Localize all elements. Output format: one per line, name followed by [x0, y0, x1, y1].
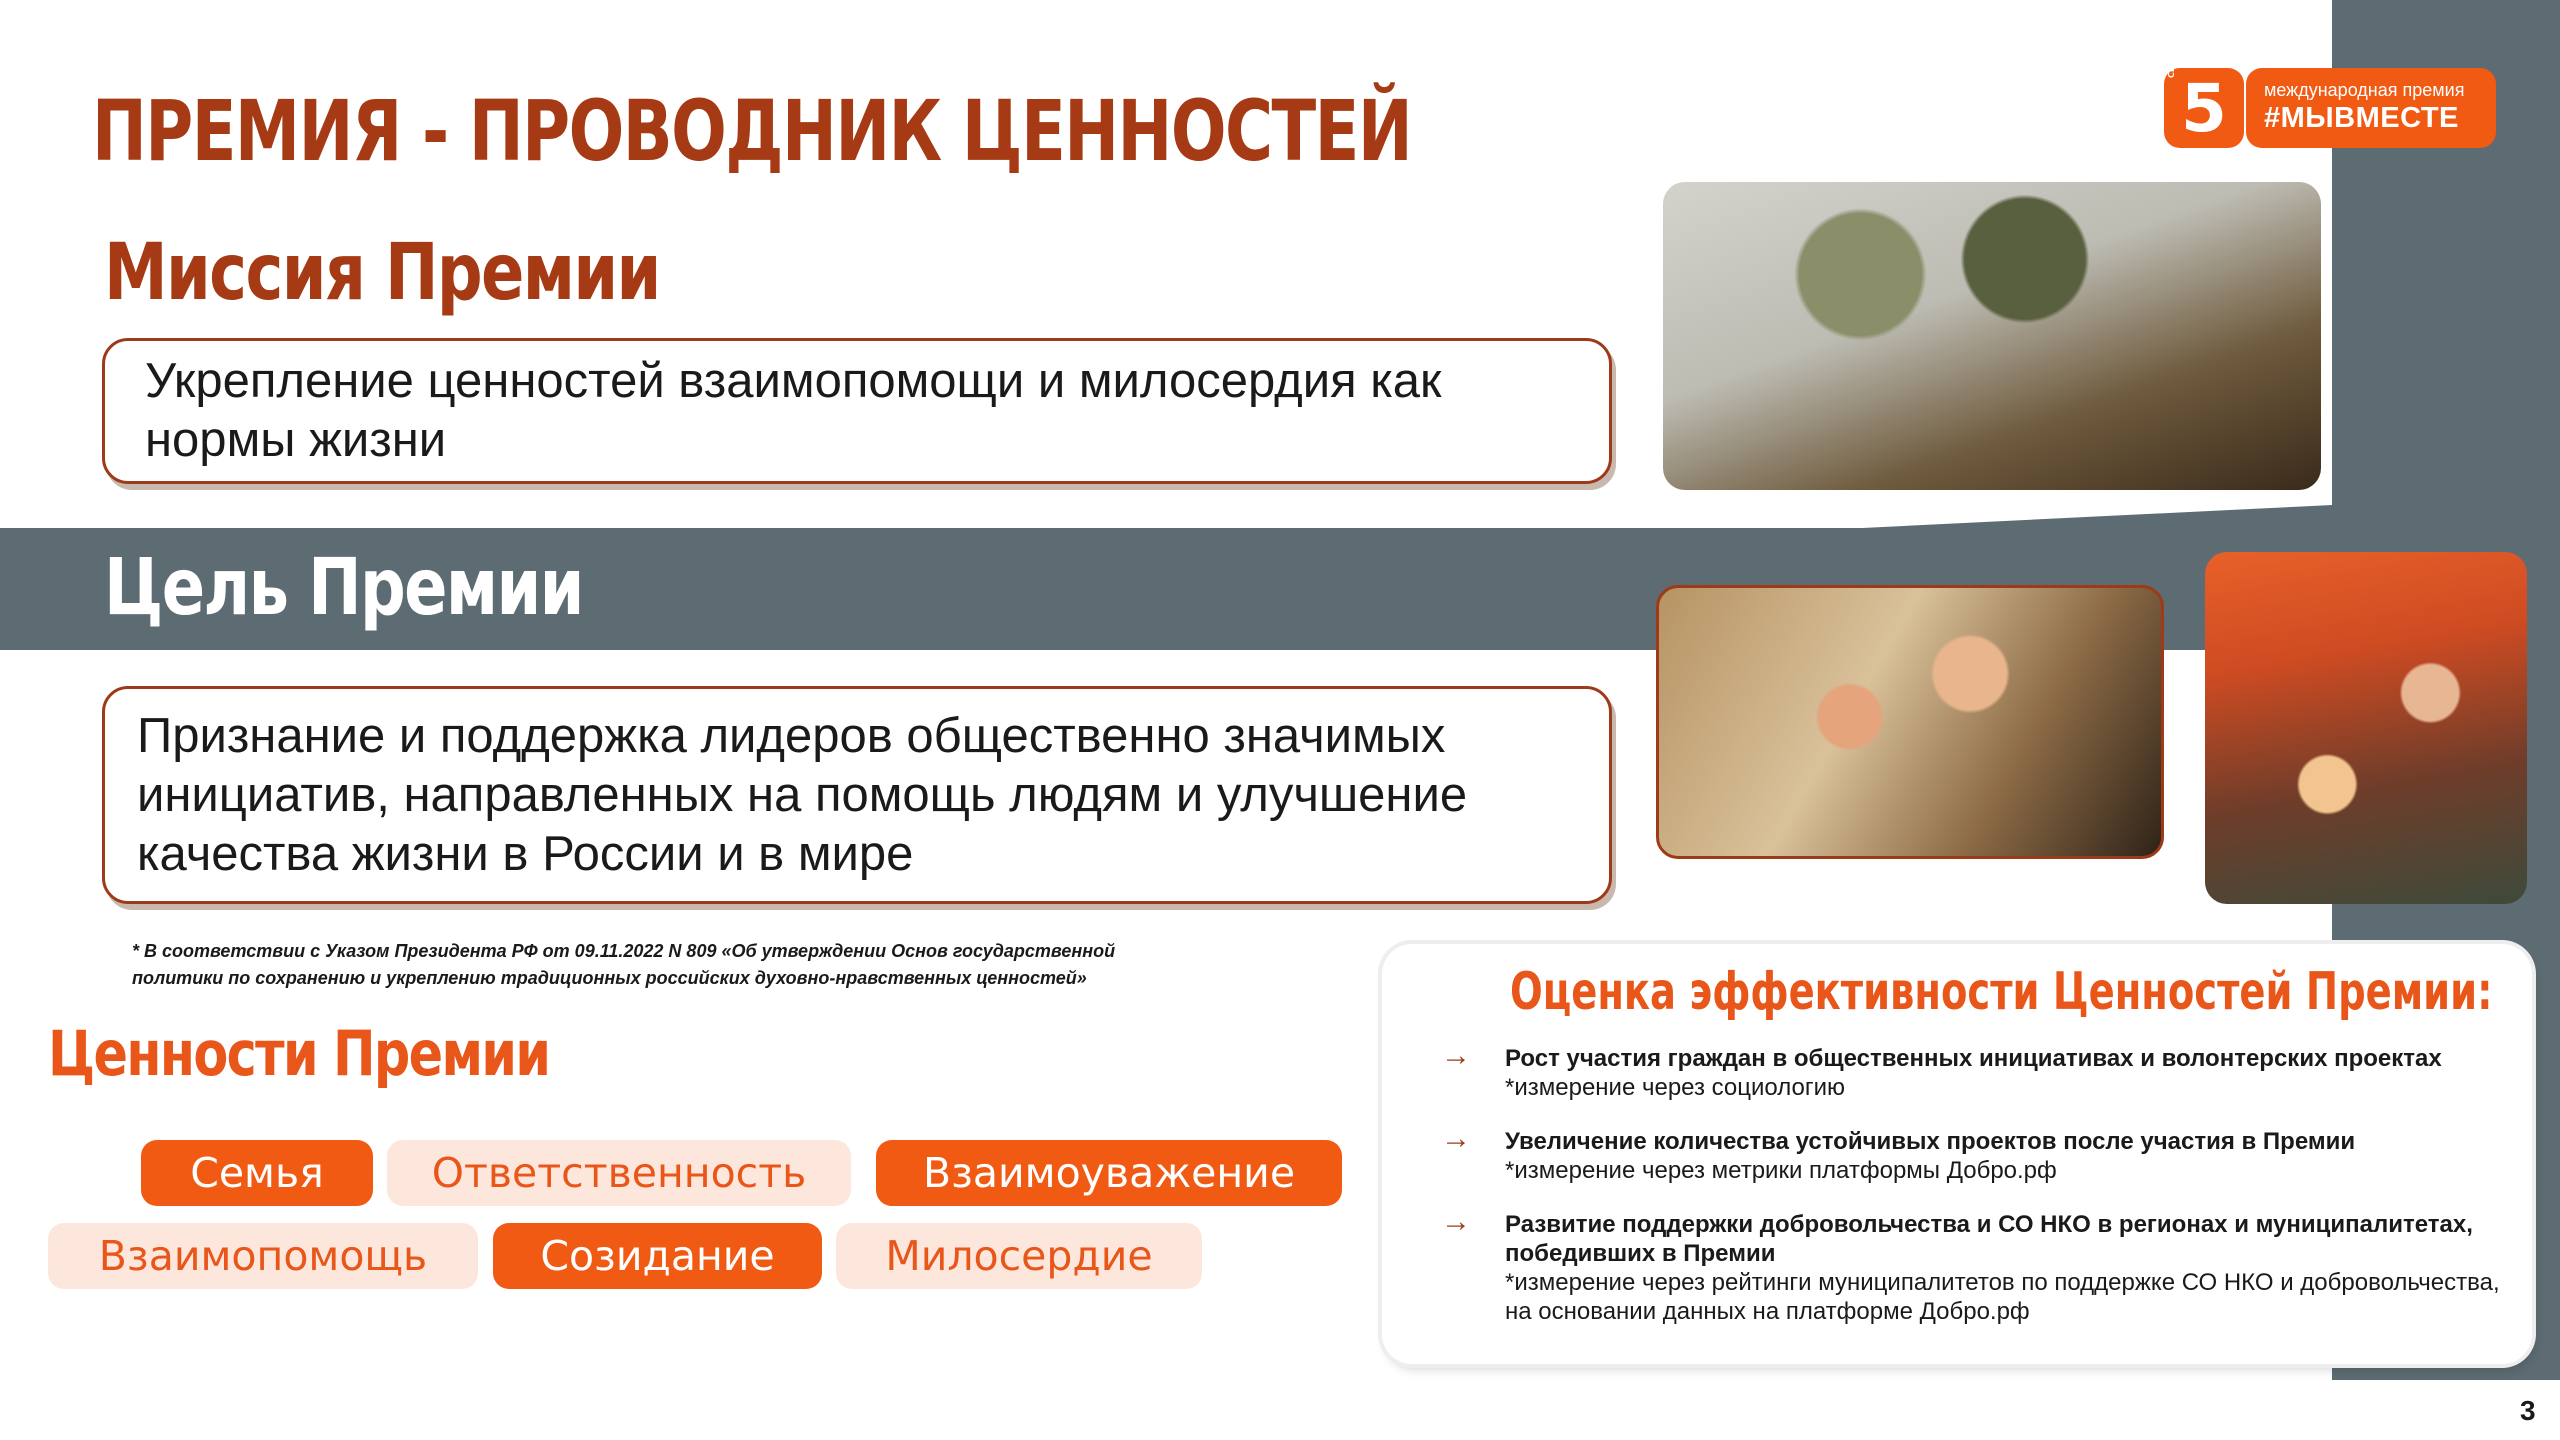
mission-box: [102, 338, 1612, 484]
logo: [2164, 47, 2496, 148]
values-title: Ценности Премии: [48, 1017, 550, 1090]
arrow-right-icon: →: [1441, 1205, 1471, 1238]
photo-mother-child: [2205, 552, 2527, 904]
arrow-right-icon: →: [1441, 1122, 1471, 1155]
value-pill-mutual-respect: Взаимоуважение: [876, 1140, 1342, 1206]
goal-text: Признание и поддержка лидеров общественно значимых инициатив, направленных на помощь людям и улучшение качества жизни в России и в мире: [137, 708, 1468, 881]
evaluation-title: Оценка эффективности Ценностей Премии:: [1510, 962, 2493, 1022]
value-pill-creation: Созидание: [493, 1223, 822, 1289]
evaluation-item: [1441, 1205, 2505, 1326]
footnote: * В соответствии с Указом Президента РФ от 09.11.2022 N 809 «Об утверждении Основ государственной политики по сохранению и укреплению традиционных российских духовно-нравственных ценностей»: [132, 941, 1116, 988]
page-title: ПРЕМИЯ - ПРОВОДНИК ЦЕННОСТЕЙ: [92, 82, 1412, 180]
logo-line2: #МЫВМЕСТЕ: [2264, 102, 2459, 134]
value-pill-family: Семья: [141, 1140, 373, 1206]
evaluation-item: [1441, 1039, 2505, 1102]
page-number: 3: [2520, 1395, 2536, 1426]
photo-volunteers: [1656, 585, 2164, 859]
logo-text-block: [2246, 68, 2496, 148]
value-pill-responsibility: Ответственность: [387, 1140, 851, 1206]
photo-embrace: [1663, 182, 2321, 490]
value-pill-mutual-aid: Взаимопомощь: [48, 1223, 478, 1289]
logo-line1: международная премия: [2264, 80, 2465, 100]
goal-box: [102, 686, 1612, 904]
logo-number: 5: [2181, 69, 2227, 147]
logo-season-badge: [2164, 47, 2244, 148]
value-pill-mercy: Милосердие: [836, 1223, 1202, 1289]
evaluation-item-note: *измерение через метрики платформы Добро.рф: [1505, 1157, 2057, 1184]
evaluation-item-head: Увеличение количества устойчивых проектов после участия в Премии: [1505, 1128, 2356, 1155]
goal-title: Цель Премии: [104, 543, 583, 633]
evaluation-item-head: Рост участия граждан в общественных инициативах и волонтерских проектах: [1505, 1045, 2442, 1072]
arrow-right-icon: →: [1441, 1039, 1471, 1072]
evaluation-item-note: *измерение через социологию: [1505, 1074, 1846, 1101]
evaluation-card: [1382, 944, 2532, 1364]
evaluation-item-note: *измерение через рейтинги муниципалитетов по поддержке СО НКО и добровольчества, на основании данных на платформе Добро.рф: [1505, 1269, 2500, 1325]
evaluation-item-head: Развитие поддержки добровольчества и СО НКО в регионах и муниципалитетах, победивших в Премии: [1505, 1211, 2473, 1267]
mission-title: Миссия Премии: [104, 228, 660, 318]
mission-text: Укрепление ценностей взаимопомощи и милосердия как нормы жизни: [145, 354, 1442, 467]
logo-season-label: СЕЗОН: [2167, 47, 2176, 78]
evaluation-item: [1441, 1122, 2505, 1185]
